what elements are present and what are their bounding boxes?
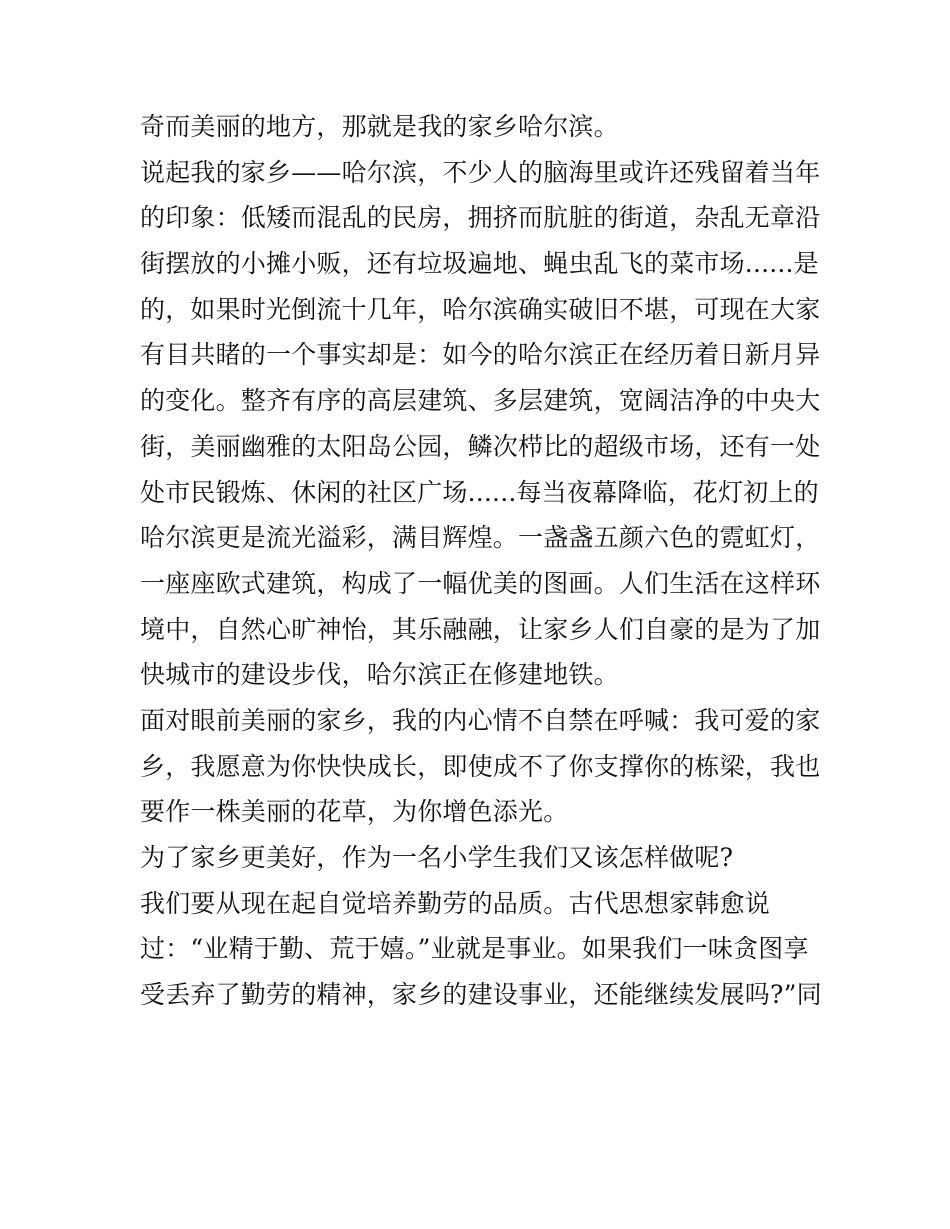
text-line-3: 的印象：低矮而混乱的民房，拥挤而肮脏的街道，杂乱无章沿 [140, 203, 821, 233]
text-line-10: 哈尔滨更是流光溢彩，满目辉煌。一盏盏五颜六色的霓虹灯， [140, 523, 821, 553]
text-line-5: 的，如果时光倒流十几年，哈尔滨确实破旧不堪，可现在大家 [140, 294, 821, 324]
text-line-15: 乡，我愿意为你快快成长，即使成不了你支撑你的栋梁，我也 [140, 751, 821, 781]
text-line-17: 为了家乡更美好，作为一名小学生我们又该怎样做呢? [140, 843, 734, 872]
document-body [140, 104, 820, 1018]
text-line-13: 快城市的建设步伐，哈尔滨正在修建地铁。 [140, 660, 619, 690]
text-line-16: 要作一株美丽的花草，为你增色添光。 [140, 797, 569, 827]
text-line-14: 面对眼前美丽的家乡，我的内心情不自禁在呼喊：我可爱的家 [140, 705, 821, 735]
text-line-20: 受丢弃了勤劳的精神，家乡的建设事业，还能继续发展吗?”同 [140, 980, 822, 1010]
text-line-1: 奇而美丽的地方，那就是我的家乡哈尔滨。 [140, 112, 619, 141]
text-line-11: 一座座欧式建筑，构成了一幅优美的图画。人们生活在这样环 [140, 568, 821, 598]
text-line-19: 过：“业精于勤、荒于嬉。”业就是事业。如果我们一味贪图享 [140, 934, 809, 964]
text-line-4: 街摆放的小摊小贩，还有垃圾遍地、蝇虫乱飞的菜市场......是 [140, 249, 819, 279]
text-line-18: 我们要从现在起自觉培养勤劳的品质。古代思想家韩愈说 [140, 888, 771, 918]
text-line-9: 处市民锻炼、休闲的社区广场......每当夜幕降临，花灯初上的 [140, 477, 819, 507]
text-line-6: 有目共睹的一个事实却是：如今的哈尔滨正在经历着日新月异 [140, 340, 821, 370]
text-line-8: 街，美丽幽雅的太阳岛公园，鳞次栉比的超级市场，还有一处 [140, 431, 821, 461]
text-line-7: 的变化。整齐有序的高层建筑、多层建筑，宽阔洁净的中央大 [140, 386, 821, 416]
text-line-12: 境中，自然心旷神怡，其乐融融，让家乡人们自豪的是为了加 [140, 614, 821, 644]
text-line-2: 说起我的家乡——哈尔滨，不少人的脑海里或许还残留着当年 [140, 157, 821, 187]
